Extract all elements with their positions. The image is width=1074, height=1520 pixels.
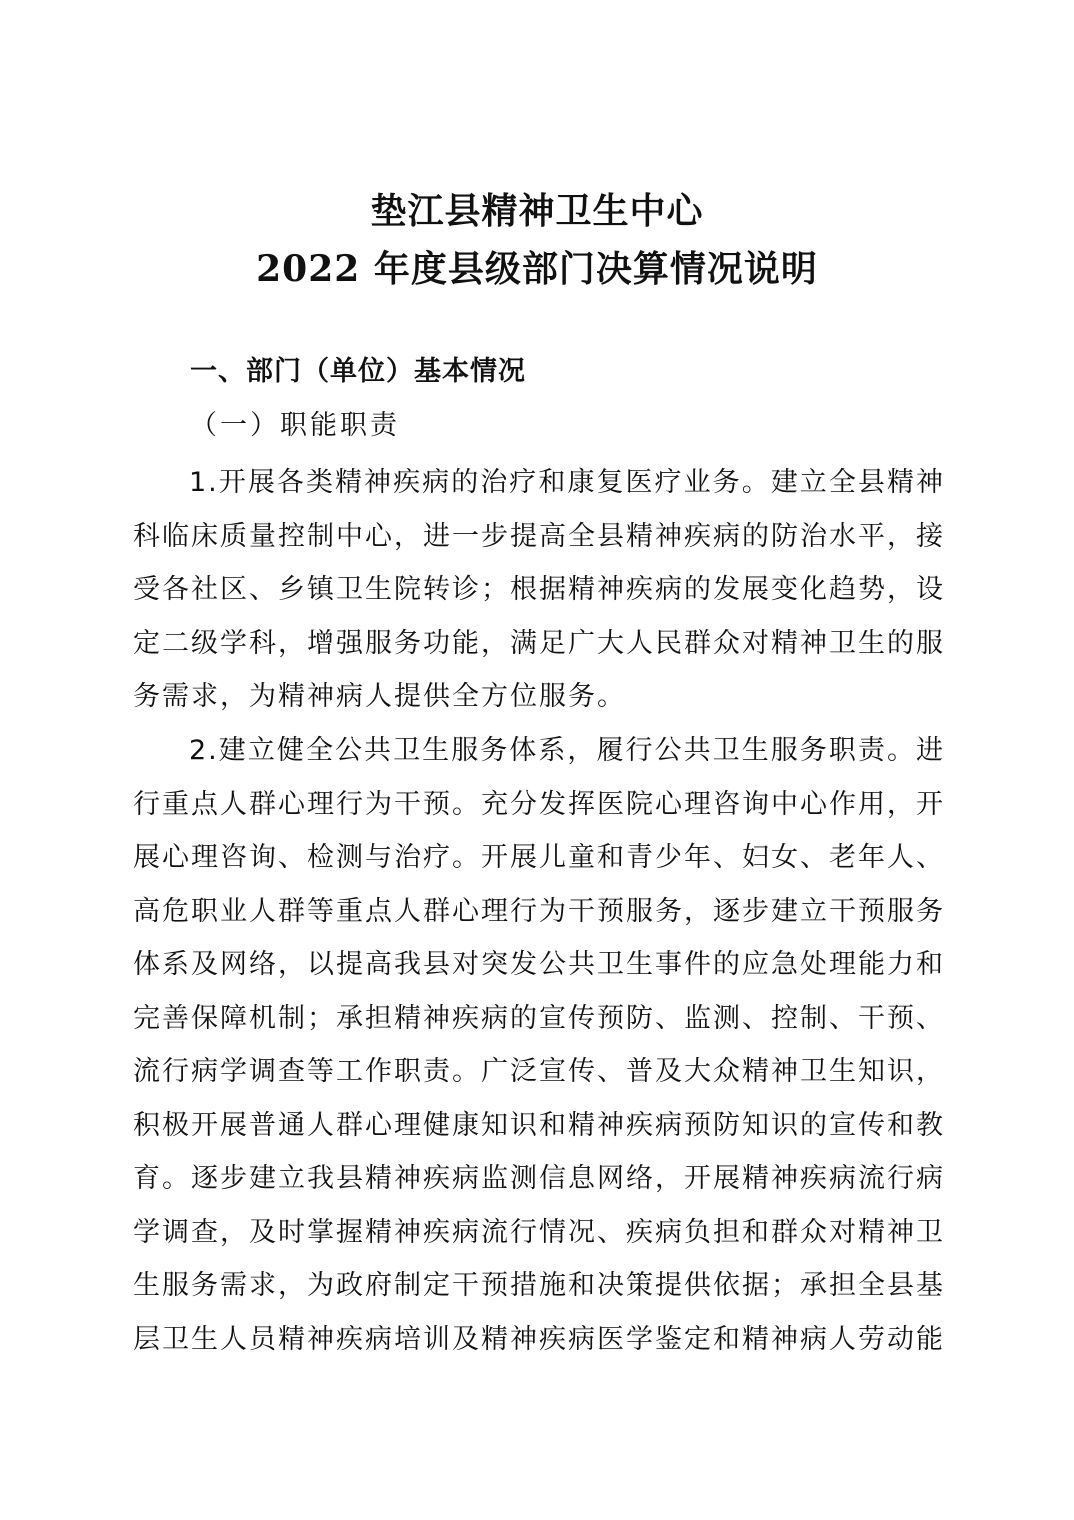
paragraph-line: 务需求，为精神病人提供全方位服务。	[133, 681, 626, 712]
paragraph-line: 2.建立健全公共卫生服务体系，履行公共卫生服务职责。进	[189, 735, 945, 766]
title-line-2: 2022 年度县级部门决算情况说明	[256, 248, 818, 290]
paragraph-line: 生服务需求，为政府制定干预措施和决策提供依据；承担全县基	[133, 1270, 945, 1301]
paragraph-1	[133, 456, 945, 724]
paragraph-line: 科临床质量控制中心，进一步提高全县精神疾病的防治水平，接	[133, 520, 945, 552]
paragraph-line: 层卫生人员精神疾病培训及精神疾病医学鉴定和精神病人劳动能	[133, 1323, 945, 1355]
paragraph-line: 1.开展各类精神疾病的治疗和康复医疗业务。建立全县精神	[189, 467, 945, 498]
paragraph-line: 体系及网络，以提高我县对突发公共卫生事件的应急处理能力和	[133, 949, 945, 980]
title-line-1: 垫江县精神卫生中心	[370, 190, 704, 232]
subsection-heading: （一）职能职责	[190, 410, 400, 441]
paragraph-line: 受各社区、乡镇卫生院转诊；根据精神疾病的发展变化趋势，设	[133, 574, 945, 605]
paragraph-line: 育。逐步建立我县精神疾病监测信息网络，开展精神疾病流行病	[133, 1163, 945, 1194]
paragraph-line: 高危职业人群等重点人群心理行为干预服务，逐步建立干预服务	[133, 895, 945, 927]
paragraph-line: 学调查，及时掌握精神疾病流行情况、疾病负担和群众对精神卫	[133, 1216, 945, 1248]
paragraph-line: 行重点人群心理行为干预。充分发挥医院心理咨询中心作用，开	[133, 788, 945, 820]
paragraph-line: 积极开展普通人群心理健康知识和精神疾病预防知识的宣传和教	[133, 1109, 945, 1141]
document-title	[0, 182, 1074, 298]
paragraph-line: 完善保障机制；承担精神疾病的宣传预防、监测、控制、干预、	[133, 1002, 945, 1034]
paragraph-2	[133, 724, 945, 1366]
paragraph-line: 展心理咨询、检测与治疗。开展儿童和青少年、妇女、老年人、	[133, 842, 945, 873]
section-heading: 一、部门（单位）基本情况	[190, 356, 526, 387]
paragraph-line: 流行病学调查等工作职责。广泛宣传、普及大众精神卫生知识，	[133, 1056, 945, 1087]
paragraph-line: 定二级学科，增强服务功能，满足广大人民群众对精神卫生的服	[133, 627, 945, 659]
